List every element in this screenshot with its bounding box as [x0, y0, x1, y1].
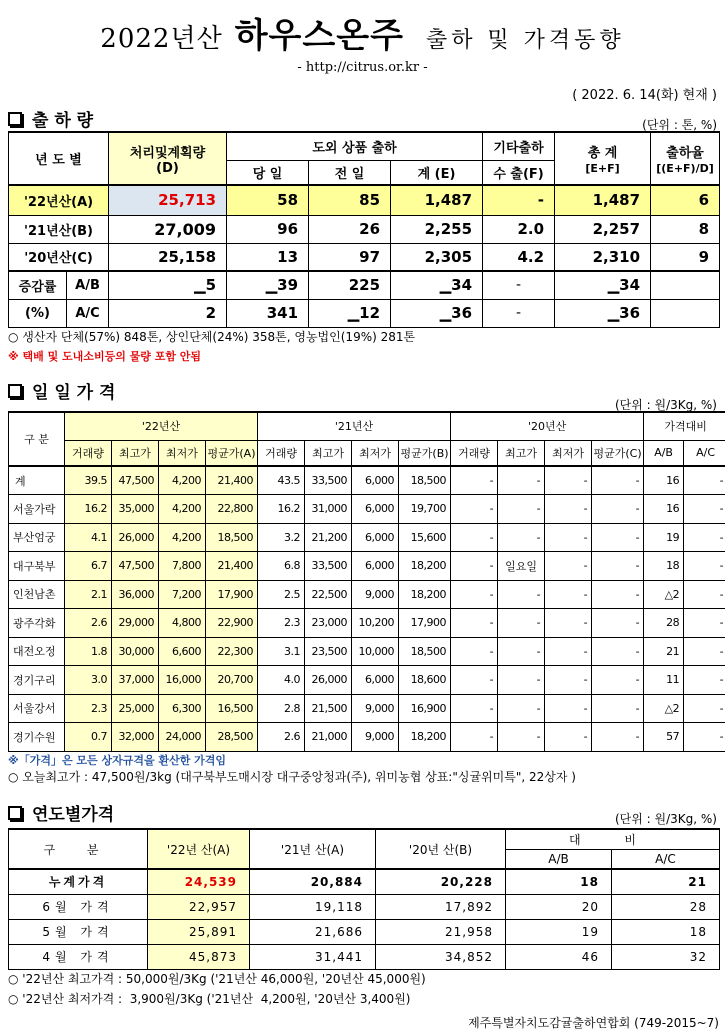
table-cell: -: [684, 609, 725, 638]
table-cell: 서울강서: [9, 694, 65, 723]
cell-rate: 9: [651, 243, 720, 271]
table-cell: -: [592, 637, 644, 666]
table-cell: 16: [644, 495, 684, 524]
cell-export: -: [483, 271, 555, 299]
table-cell: 24,000: [159, 723, 206, 752]
table-row: [9, 185, 720, 215]
table-cell: 18,500: [399, 466, 451, 495]
header-other: 기타출하: [483, 132, 555, 160]
table-row: [9, 944, 720, 969]
table-cell: -: [498, 523, 545, 552]
header-gubun: 구 분: [9, 829, 148, 869]
cell-prev: 85: [309, 185, 391, 215]
table-cell: 37,000: [112, 666, 159, 695]
shipment-unit: (단위 : 톤, %): [642, 118, 717, 132]
table-cell: 16,500: [206, 694, 258, 723]
table-cell: 21,000: [305, 723, 352, 752]
table-cell: -: [545, 666, 592, 695]
cell-today: 58: [227, 185, 309, 215]
table-cell: -: [684, 523, 725, 552]
cell-plan: 25,713: [109, 185, 227, 215]
table-cell: -: [545, 723, 592, 752]
table-cell: 21,686: [250, 919, 376, 944]
table-cell: -: [545, 466, 592, 495]
table-cell: -: [592, 609, 644, 638]
table-cell: 2.3: [65, 694, 112, 723]
cell-total: ▁34: [391, 271, 483, 299]
header-a: '22년 산(A): [148, 829, 250, 869]
table-cell: -: [684, 637, 725, 666]
table-cell: -: [592, 552, 644, 581]
table-cell: 16.2: [258, 495, 305, 524]
cell-prev: 97: [309, 243, 391, 271]
cell-total: 2,305: [391, 243, 483, 271]
yearly-title-text: 연도별가격: [32, 805, 115, 825]
checkbox-square-icon: [8, 384, 22, 398]
cell-total: 1,487: [391, 185, 483, 215]
table-cell: -: [684, 580, 725, 609]
header-total: 계 (E): [391, 160, 483, 185]
table-cell: 6,000: [352, 466, 399, 495]
daily-section-title: [8, 378, 115, 403]
table-cell: 31,000: [305, 495, 352, 524]
cell-rate: [651, 271, 720, 299]
table-cell: 32,000: [112, 723, 159, 752]
table-cell: 4.1: [65, 523, 112, 552]
report-date: ( 2022. 6. 14(화) 현재 ): [572, 88, 717, 103]
table-cell: 21: [612, 869, 720, 894]
table-cell: 6,000: [352, 552, 399, 581]
cell-export: -: [483, 185, 555, 215]
header-rate: 출하율 [(E+F)/D]: [651, 132, 720, 185]
cell-export: 2.0: [483, 215, 555, 243]
cell-export: 4.2: [483, 243, 555, 271]
table-cell: 1.8: [65, 637, 112, 666]
table-cell: -: [684, 552, 725, 581]
table-cell: -: [592, 466, 644, 495]
pct-label: (%): [9, 299, 67, 327]
table-cell: 45,873: [148, 944, 250, 969]
table-row: [9, 523, 725, 552]
table-cell: 계: [9, 466, 65, 495]
table-cell: 9,000: [352, 723, 399, 752]
table-row: [9, 580, 725, 609]
table-cell: 16,900: [399, 694, 451, 723]
site-url[interactable]: - http://citrus.or.kr -: [297, 60, 428, 75]
cell-sum: 1,487: [555, 185, 651, 215]
cell-today: 96: [227, 215, 309, 243]
header-b: '21년 산(A): [250, 829, 376, 869]
table-cell: 43.5: [258, 466, 305, 495]
table-cell: 20,228: [376, 869, 506, 894]
table-cell: 28: [644, 609, 684, 638]
table-cell: 부산엄궁: [9, 523, 65, 552]
table-cell: 인천남촌: [9, 580, 65, 609]
title-suffix: 출하 및 가격동향: [425, 28, 625, 53]
cell-plan: 2: [109, 299, 227, 327]
cell-sum: ▁36: [555, 299, 651, 327]
table-cell: -: [592, 666, 644, 695]
cell-today: 341: [227, 299, 309, 327]
cell-today: ▁39: [227, 271, 309, 299]
table-cell: -: [498, 609, 545, 638]
table-cell: 35,000: [112, 495, 159, 524]
table-cell: -: [684, 495, 725, 524]
header-vol: 거래량: [451, 440, 498, 466]
table-cell: 39.5: [65, 466, 112, 495]
table-cell: 0.7: [65, 723, 112, 752]
header-year: 년 도 별: [9, 132, 109, 185]
table-cell: 4.0: [258, 666, 305, 695]
table-cell: 6,000: [352, 523, 399, 552]
table-row: [9, 299, 720, 327]
header-avg: 평균가(A): [206, 440, 258, 466]
header-plan: 처리및계획량 (D): [109, 132, 227, 185]
header-ab: A/B: [644, 440, 684, 466]
table-cell: 17,892: [376, 894, 506, 919]
footer-org: 제주특별자치도감귤출하연합회 (749-2015~7): [468, 1016, 719, 1030]
table-cell: -: [451, 694, 498, 723]
table-cell: -: [545, 580, 592, 609]
table-cell: 7,200: [159, 580, 206, 609]
table-cell: -: [451, 609, 498, 638]
table-cell: △2: [644, 694, 684, 723]
table-cell: 21,958: [376, 919, 506, 944]
header-gubun: 구 분: [9, 412, 65, 466]
table-row: [9, 271, 720, 299]
header-avg: 평균가(B): [399, 440, 451, 466]
table-cell: -: [451, 723, 498, 752]
table-cell: 20,700: [206, 666, 258, 695]
table-row: [9, 637, 725, 666]
table-cell: 18,500: [206, 523, 258, 552]
table-cell: 4,200: [159, 495, 206, 524]
page-title: [0, 8, 725, 57]
table-cell: 10,200: [352, 609, 399, 638]
table-cell: 24,539: [148, 869, 250, 894]
cell-total: 2,255: [391, 215, 483, 243]
table-cell: 대전오정: [9, 637, 65, 666]
row-label: A/C: [67, 299, 109, 327]
table-cell: 57: [644, 723, 684, 752]
table-row: [9, 694, 725, 723]
table-cell: -: [545, 609, 592, 638]
table-cell: -: [684, 723, 725, 752]
yearly-section-title: [8, 800, 114, 825]
table-cell: 19,118: [250, 894, 376, 919]
table-cell: -: [684, 666, 725, 695]
table-cell: 18: [612, 919, 720, 944]
header-vol: 거래량: [258, 440, 305, 466]
table-row: [9, 466, 725, 495]
header-prev: 전 일: [309, 160, 391, 185]
header-ab: A/B: [506, 849, 612, 869]
header-ac: A/C: [684, 440, 725, 466]
row-label: '20년산(C): [9, 243, 109, 271]
table-cell: 18,500: [399, 637, 451, 666]
table-row: [9, 919, 720, 944]
table-cell: 29,000: [112, 609, 159, 638]
shipment-title-text: 출 하 량: [32, 111, 94, 131]
table-cell: 18,600: [399, 666, 451, 695]
table-cell: 6월 가격: [9, 894, 148, 919]
shipment-table: [8, 131, 720, 328]
table-cell: -: [684, 694, 725, 723]
table-cell: -: [498, 723, 545, 752]
table-cell: 경기수원: [9, 723, 65, 752]
title-main: 하우스온주: [234, 16, 404, 56]
row-label: '21년산(B): [9, 215, 109, 243]
table-row: [9, 243, 720, 271]
table-cell: 25,891: [148, 919, 250, 944]
table-cell: -: [498, 637, 545, 666]
cell-prev: 26: [309, 215, 391, 243]
daily-unit: (단위 : 원/3Kg, %): [614, 398, 717, 412]
header-c: '20년 산(B): [376, 829, 506, 869]
checkbox-square-icon: [8, 112, 22, 126]
table-row: [9, 723, 725, 752]
header-export: 수 출(F): [483, 160, 555, 185]
table-cell: 3.1: [258, 637, 305, 666]
header-min: 최저가: [545, 440, 592, 466]
min-price-note: ○ '22년산 최저가격 : 3,900원/3Kg ('21년산 4,200원, '20년산 3,400원): [8, 992, 411, 1006]
header-min: 최저가: [352, 440, 399, 466]
table-cell: △2: [644, 580, 684, 609]
daily-price-table: [8, 411, 725, 752]
header-max: 최고가: [305, 440, 352, 466]
header-vol: 거래량: [65, 440, 112, 466]
table-cell: 32: [612, 944, 720, 969]
table-cell: -: [545, 637, 592, 666]
cell-rate: [651, 299, 720, 327]
table-cell: 대구북부: [9, 552, 65, 581]
table-row: [9, 609, 725, 638]
header-compare: 가격대비: [644, 412, 725, 440]
table-cell: 6.8: [258, 552, 305, 581]
table-cell: 3.2: [258, 523, 305, 552]
producer-note: ○ 생산자 단체(57%) 848톤, 상인단체(24%) 358톤, 영농법인(19%) 281톤: [8, 330, 416, 344]
table-cell: 16: [644, 466, 684, 495]
table-cell: 21,400: [206, 466, 258, 495]
cell-today: 13: [227, 243, 309, 271]
header-min: 최저가: [159, 440, 206, 466]
table-cell: 28: [612, 894, 720, 919]
header-sum: 총 계 [E+F]: [555, 132, 651, 185]
table-row: [9, 894, 720, 919]
table-cell: 광주각화: [9, 609, 65, 638]
table-cell: -: [498, 466, 545, 495]
table-cell: 2.8: [258, 694, 305, 723]
cell-rate: 6: [651, 185, 720, 215]
table-cell: 4,200: [159, 523, 206, 552]
table-row: [9, 869, 720, 894]
cell-total: ▁36: [391, 299, 483, 327]
table-cell: 26,000: [112, 523, 159, 552]
table-cell: 22,800: [206, 495, 258, 524]
table-cell: 2.3: [258, 609, 305, 638]
table-cell: 10,000: [352, 637, 399, 666]
checkbox-square-icon: [8, 806, 22, 820]
table-row: [9, 215, 720, 243]
table-cell: -: [451, 666, 498, 695]
table-cell: 25,000: [112, 694, 159, 723]
yearly-unit: (단위 : 원/3Kg, %): [614, 812, 717, 826]
table-cell: 6,000: [352, 666, 399, 695]
table-cell: 46: [506, 944, 612, 969]
table-cell: -: [451, 580, 498, 609]
table-cell: 4월 가격: [9, 944, 148, 969]
table-row: [9, 666, 725, 695]
table-cell: 3.0: [65, 666, 112, 695]
table-cell: 31,441: [250, 944, 376, 969]
header-max: 최고가: [112, 440, 159, 466]
cell-prev: ▁12: [309, 299, 391, 327]
table-cell: 18,200: [399, 552, 451, 581]
table-cell: 6,300: [159, 694, 206, 723]
change-label: 증감률: [9, 271, 67, 299]
title-prefix: 2022년산: [100, 24, 223, 54]
table-cell: 28,500: [206, 723, 258, 752]
table-cell: 9,000: [352, 580, 399, 609]
header-max: 최고가: [498, 440, 545, 466]
table-cell: 일요일: [498, 552, 545, 581]
table-cell: 18: [506, 869, 612, 894]
yearly-price-table: [8, 828, 720, 970]
table-cell: -: [451, 552, 498, 581]
table-cell: 20,884: [250, 869, 376, 894]
table-cell: 18,200: [399, 580, 451, 609]
table-cell: 23,000: [305, 609, 352, 638]
table-cell: 21,200: [305, 523, 352, 552]
table-cell: 19: [644, 523, 684, 552]
table-cell: -: [684, 466, 725, 495]
table-cell: 18,200: [399, 723, 451, 752]
cell-export: -: [483, 299, 555, 327]
table-cell: -: [545, 694, 592, 723]
cell-rate: 8: [651, 215, 720, 243]
table-cell: -: [451, 495, 498, 524]
table-cell: 2.5: [258, 580, 305, 609]
table-cell: -: [451, 466, 498, 495]
table-cell: 21,400: [206, 552, 258, 581]
table-row: [9, 495, 725, 524]
table-cell: 2.6: [258, 723, 305, 752]
table-cell: 21,500: [305, 694, 352, 723]
table-cell: 5월 가격: [9, 919, 148, 944]
table-row: [9, 552, 725, 581]
table-cell: 21: [644, 637, 684, 666]
table-cell: 19,700: [399, 495, 451, 524]
table-cell: 20: [506, 894, 612, 919]
table-cell: 11: [644, 666, 684, 695]
table-cell: 16.2: [65, 495, 112, 524]
table-cell: 경기구리: [9, 666, 65, 695]
table-cell: -: [451, 523, 498, 552]
today-max-note: ○ 오늘최고가 : 47,500원/3kg (대구북부도매시장 대구중앙청과(주), 위미농협 상표:"싱귤위미특", 22상자 ): [8, 770, 576, 784]
header-compare: 대 비: [506, 829, 720, 849]
header-avg: 평균가(C): [592, 440, 644, 466]
table-cell: -: [451, 637, 498, 666]
cell-sum: 2,310: [555, 243, 651, 271]
table-cell: 6,600: [159, 637, 206, 666]
table-cell: 19: [506, 919, 612, 944]
table-cell: -: [592, 723, 644, 752]
table-cell: 18: [644, 552, 684, 581]
table-cell: 4,800: [159, 609, 206, 638]
table-cell: -: [498, 666, 545, 695]
table-cell: 22,300: [206, 637, 258, 666]
table-cell: 6.7: [65, 552, 112, 581]
table-cell: -: [498, 580, 545, 609]
table-cell: 누계가격: [9, 869, 148, 894]
table-cell: 9,000: [352, 694, 399, 723]
table-cell: 33,500: [305, 552, 352, 581]
table-cell: -: [498, 694, 545, 723]
table-cell: 22,900: [206, 609, 258, 638]
header-y20: '20년산: [451, 412, 644, 440]
table-cell: 22,500: [305, 580, 352, 609]
row-label: '22년산(A): [9, 185, 109, 215]
table-cell: -: [545, 523, 592, 552]
row-label: A/B: [67, 271, 109, 299]
table-cell: 4,200: [159, 466, 206, 495]
table-cell: 2.6: [65, 609, 112, 638]
cell-sum: 2,257: [555, 215, 651, 243]
header-y21: '21년산: [258, 412, 451, 440]
table-cell: 36,000: [112, 580, 159, 609]
daily-title-text: 일 일 가 격: [32, 383, 116, 403]
table-cell: 23,500: [305, 637, 352, 666]
header-ac: A/C: [612, 849, 720, 869]
table-cell: -: [592, 523, 644, 552]
shipment-section-title: [8, 106, 93, 131]
table-cell: 34,852: [376, 944, 506, 969]
cell-sum: ▁34: [555, 271, 651, 299]
table-cell: -: [545, 495, 592, 524]
table-cell: 47,500: [112, 466, 159, 495]
cell-plan: 27,009: [109, 215, 227, 243]
header-today: 당 일: [227, 160, 309, 185]
table-cell: -: [545, 552, 592, 581]
max-price-note: ○ '22년산 최고가격 : 50,000원/3Kg ('21년산 46,000원, '20년산 45,000원): [8, 972, 426, 986]
price-note: ※「가격」은 모든 상자규격을 환산한 가격임: [8, 754, 227, 767]
table-cell: 22,957: [148, 894, 250, 919]
table-cell: 17,900: [399, 609, 451, 638]
table-cell: 26,000: [305, 666, 352, 695]
cell-plan: ▁5: [109, 271, 227, 299]
table-cell: 30,000: [112, 637, 159, 666]
table-cell: -: [592, 580, 644, 609]
table-cell: 17,900: [206, 580, 258, 609]
table-cell: 16,000: [159, 666, 206, 695]
table-cell: -: [592, 694, 644, 723]
table-cell: 2.1: [65, 580, 112, 609]
table-cell: 15,600: [399, 523, 451, 552]
table-cell: 6,000: [352, 495, 399, 524]
header-domestic: 도외 상품 출하: [227, 132, 483, 160]
delivery-note: ※ 택배 및 도내소비등의 물량 포함 안됨: [8, 350, 202, 363]
table-cell: 7,800: [159, 552, 206, 581]
table-cell: -: [498, 495, 545, 524]
cell-prev: 225: [309, 271, 391, 299]
table-cell: -: [592, 495, 644, 524]
table-cell: 서울가락: [9, 495, 65, 524]
cell-plan: 25,158: [109, 243, 227, 271]
header-y22: '22년산: [65, 412, 258, 440]
table-cell: 33,500: [305, 466, 352, 495]
table-cell: 47,500: [112, 552, 159, 581]
